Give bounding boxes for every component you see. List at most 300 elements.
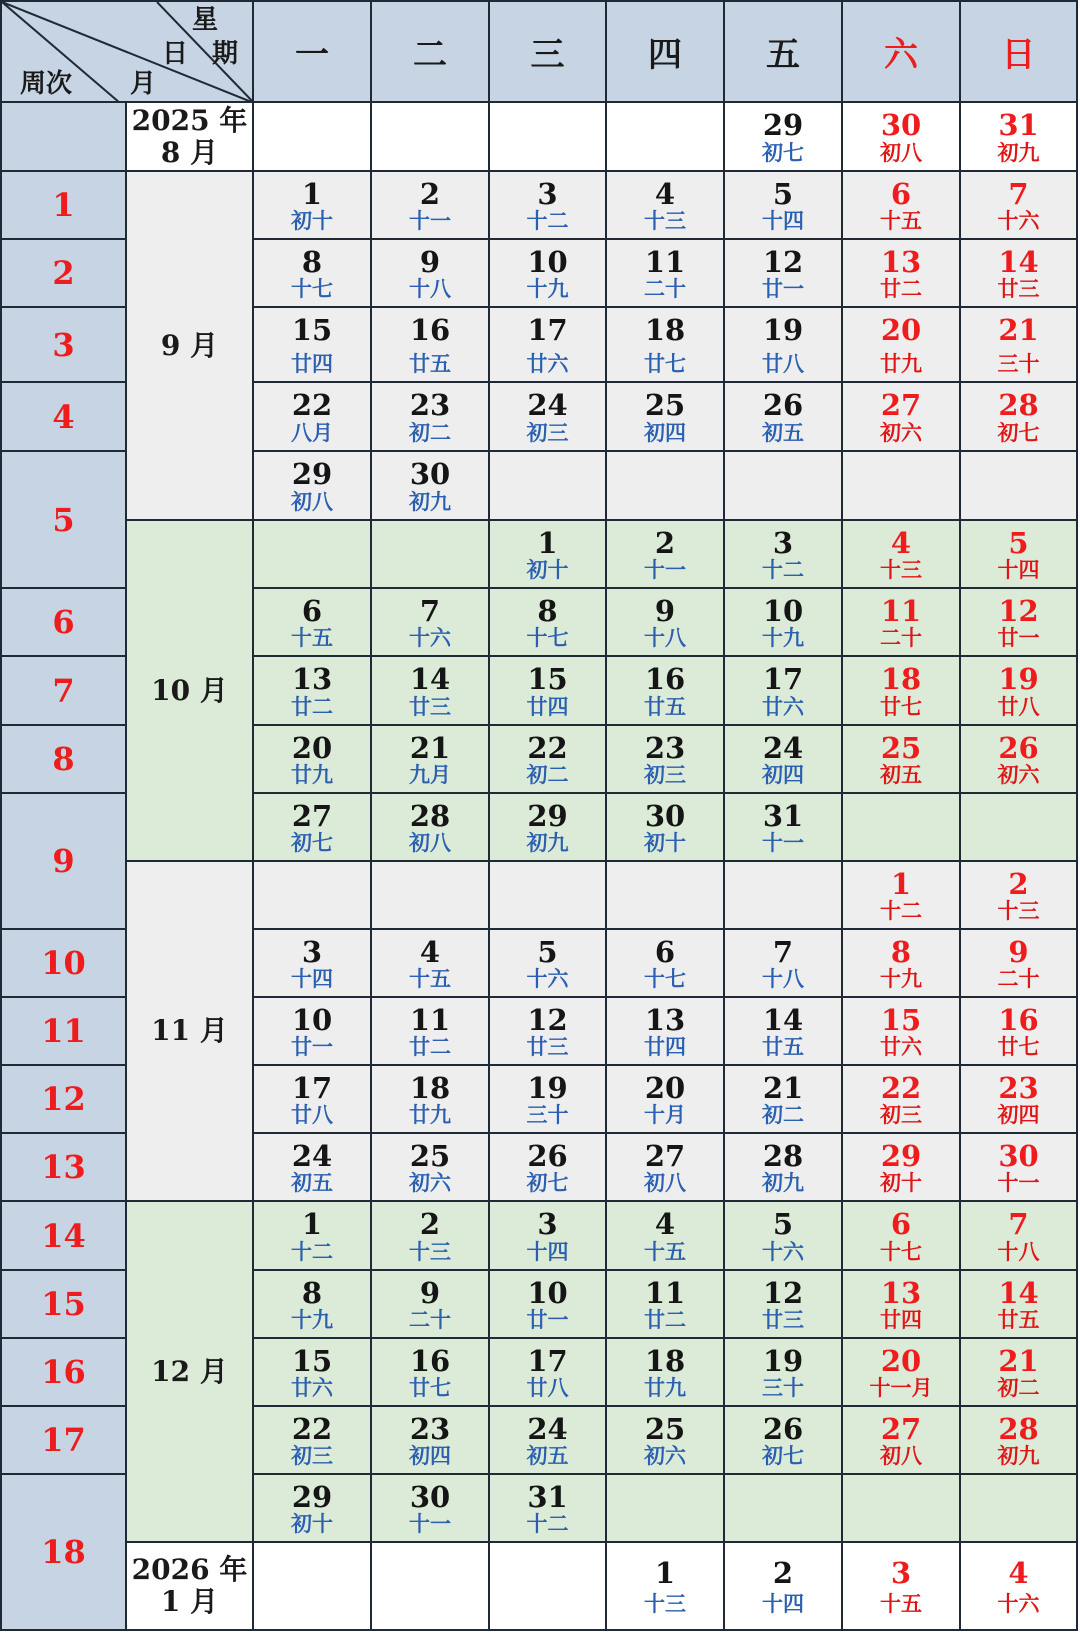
day-cell (490, 1202, 607, 1271)
lunar-date: 初四 (409, 1443, 451, 1468)
day-number: 15 (527, 662, 568, 696)
day-cell (607, 240, 725, 308)
day-cell (254, 1543, 372, 1631)
day-cell (607, 794, 725, 862)
day-cell (961, 726, 1078, 794)
day-number: 23 (998, 1071, 1039, 1105)
day-number: 16 (998, 1003, 1039, 1037)
lunar-date: 廿一 (997, 625, 1040, 650)
lunar-date: 廿五 (997, 1307, 1040, 1332)
day-cell (843, 726, 961, 794)
lunar-date: 廿五 (644, 694, 686, 719)
day-number: 16 (644, 662, 686, 696)
lunar-date: 廿三 (409, 694, 451, 719)
lunar-date: 十三 (409, 1239, 451, 1264)
day-number: 11 (880, 594, 922, 628)
month-label-year: 2025 年 (131, 103, 248, 137)
lunar-date: 廿九 (644, 1375, 686, 1400)
day-number: 13 (880, 245, 922, 279)
day-cell (725, 589, 843, 657)
day-cell (961, 383, 1078, 452)
day-cell (490, 1339, 607, 1407)
day-cell (490, 308, 607, 383)
day-cell (372, 1202, 490, 1271)
lunar-date: 廿六 (880, 1034, 922, 1059)
day-number: 19 (998, 662, 1039, 696)
day-number: 7 (1008, 177, 1029, 211)
day-number: 3 (537, 177, 558, 211)
lunar-date: 初七 (762, 140, 804, 165)
lunar-date: 十五 (880, 208, 922, 233)
lunar-date: 十八 (644, 625, 686, 650)
lunar-date: 初八 (291, 489, 333, 514)
week-number: 18 (0, 1475, 127, 1631)
day-cell (490, 1066, 607, 1134)
lunar-date: 初三 (526, 420, 569, 445)
lunar-date: 十一月 (869, 1375, 933, 1400)
week-number: 9 (0, 794, 127, 930)
day-cell (961, 862, 1078, 930)
day-cell (372, 657, 490, 726)
lunar-date: 二十 (644, 276, 686, 301)
month-label-dec: 12 月 (127, 1202, 254, 1543)
day-number: 29 (762, 108, 804, 142)
day-number: 23 (409, 388, 451, 422)
day-number: 26 (998, 731, 1039, 765)
lunar-date: 十一 (644, 557, 686, 582)
lunar-date: 十六 (409, 625, 451, 650)
month-label-oct: 10 月 (127, 521, 254, 862)
day-number: 29 (291, 457, 333, 491)
day-number: 27 (644, 1139, 686, 1173)
day-number: 17 (527, 1344, 568, 1378)
lunar-date: 十三 (644, 1591, 686, 1616)
lunar-date: 初十 (291, 208, 333, 233)
week-cell-blank (0, 103, 127, 172)
day-number: 18 (644, 1344, 686, 1378)
lunar-date: 廿二 (291, 694, 333, 719)
day-number: 31 (527, 1480, 568, 1514)
day-number: 25 (880, 731, 922, 765)
day-cell (490, 1543, 607, 1631)
lunar-date: 十四 (997, 557, 1040, 582)
day-number: 9 (1008, 935, 1029, 969)
day-cell (254, 589, 372, 657)
day-number: 3 (301, 935, 323, 969)
day-cell (961, 172, 1078, 240)
day-cell (372, 1475, 490, 1543)
lunar-date: 初五 (880, 762, 922, 787)
day-cell (843, 1543, 961, 1631)
day-number: 1 (301, 1207, 323, 1241)
day-cell (372, 1066, 490, 1134)
day-number: 19 (762, 313, 804, 347)
day-number: 5 (772, 177, 794, 211)
day-cell (607, 308, 725, 383)
day-cell (254, 726, 372, 794)
day-cell (372, 308, 490, 383)
day-cell (372, 1407, 490, 1475)
day-cell (607, 1543, 725, 1631)
lunar-date: 初九 (762, 1170, 804, 1195)
day-cell (843, 521, 961, 589)
day-number: 11 (644, 245, 686, 279)
day-cell (372, 726, 490, 794)
day-cell (607, 1202, 725, 1271)
day-number: 21 (762, 1071, 804, 1105)
day-cell (725, 1202, 843, 1271)
lunar-date: 廿八 (997, 694, 1040, 719)
day-cell (254, 521, 372, 589)
lunar-date: 十六 (997, 208, 1040, 233)
day-number: 13 (644, 1003, 686, 1037)
day-cell (372, 589, 490, 657)
day-number: 1 (301, 177, 323, 211)
day-number: 8 (301, 1276, 323, 1310)
day-cell (490, 103, 607, 172)
lunar-date: 初八 (644, 1170, 686, 1195)
day-cell (254, 930, 372, 998)
lunar-date: 初九 (409, 489, 451, 514)
day-cell (961, 1339, 1078, 1407)
day-cell (843, 1134, 961, 1202)
lunar-date: 初七 (997, 420, 1040, 445)
lunar-date: 廿五 (762, 1034, 804, 1059)
day-cell (843, 383, 961, 452)
lunar-date: 初二 (526, 762, 569, 787)
day-number: 3 (772, 526, 794, 560)
day-number: 22 (291, 388, 333, 422)
day-cell (607, 172, 725, 240)
day-number: 24 (291, 1139, 333, 1173)
month-label-month: 8 月 (160, 135, 219, 169)
lunar-date: 初九 (526, 830, 569, 855)
day-cell (725, 1066, 843, 1134)
day-cell (490, 1271, 607, 1339)
week-number: 8 (0, 726, 127, 794)
lunar-date: 十五 (880, 1591, 922, 1616)
day-number: 4 (654, 1207, 676, 1241)
day-number: 28 (409, 799, 451, 833)
day-cell (725, 521, 843, 589)
day-number: 8 (301, 245, 323, 279)
day-number: 9 (654, 594, 676, 628)
lunar-date: 廿四 (644, 1034, 686, 1059)
day-cell (725, 1543, 843, 1631)
lunar-date: 初二 (997, 1375, 1040, 1400)
lunar-date: 十二 (526, 208, 569, 233)
day-number: 18 (880, 662, 922, 696)
day-cell (607, 726, 725, 794)
lunar-date: 廿三 (762, 1307, 804, 1332)
week-number: 4 (0, 383, 127, 452)
lunar-date: 廿七 (880, 694, 922, 719)
day-number: 10 (527, 245, 568, 279)
day-cell (254, 383, 372, 452)
day-number: 2 (419, 1207, 441, 1241)
day-cell (725, 1475, 843, 1543)
day-cell (490, 862, 607, 930)
day-number: 22 (880, 1071, 922, 1105)
day-number: 23 (409, 1412, 451, 1446)
day-number: 3 (537, 1207, 558, 1241)
day-number: 16 (409, 1344, 451, 1378)
week-number: 2 (0, 240, 127, 308)
day-number: 21 (409, 731, 451, 765)
lunar-date: 十九 (291, 1307, 333, 1332)
day-cell (961, 452, 1078, 521)
day-number: 27 (291, 799, 333, 833)
day-number: 4 (1008, 1556, 1029, 1590)
lunar-date: 廿八 (762, 351, 804, 376)
lunar-date: 廿三 (526, 1034, 569, 1059)
day-cell (843, 452, 961, 521)
day-cell (843, 1066, 961, 1134)
week-number: 14 (0, 1202, 127, 1271)
day-cell (490, 452, 607, 521)
day-number: 2 (654, 526, 676, 560)
day-cell (843, 172, 961, 240)
day-number: 24 (762, 731, 804, 765)
lunar-date: 廿六 (526, 351, 569, 376)
day-number: 5 (772, 1207, 794, 1241)
day-cell (490, 794, 607, 862)
day-cell (372, 452, 490, 521)
day-cell (843, 1407, 961, 1475)
lunar-date: 廿二 (880, 276, 922, 301)
day-cell (254, 794, 372, 862)
week-number: 13 (0, 1134, 127, 1202)
day-number: 30 (409, 457, 451, 491)
day-cell (607, 521, 725, 589)
lunar-date: 初八 (880, 1443, 922, 1468)
day-cell (490, 383, 607, 452)
lunar-date: 初五 (526, 1443, 569, 1468)
month-label-sep: 9 月 (127, 172, 254, 521)
lunar-date: 二十 (880, 625, 922, 650)
day-cell (725, 1271, 843, 1339)
lunar-date: 十三 (997, 898, 1040, 923)
lunar-date: 廿一 (526, 1307, 569, 1332)
week-number: 7 (0, 657, 127, 726)
day-number: 10 (762, 594, 804, 628)
day-cell (372, 862, 490, 930)
lunar-date: 十九 (526, 276, 569, 301)
lunar-date: 初六 (644, 1443, 686, 1468)
day-cell (254, 1066, 372, 1134)
lunar-date: 十月 (644, 1102, 686, 1127)
weekday-header-3: 三 (490, 0, 607, 103)
day-cell (254, 1339, 372, 1407)
day-cell (372, 1271, 490, 1339)
week-number: 12 (0, 1066, 127, 1134)
lunar-date: 十四 (762, 208, 804, 233)
day-cell (607, 589, 725, 657)
lunar-date: 廿七 (997, 1034, 1040, 1059)
day-number: 1 (537, 526, 558, 560)
day-number: 18 (409, 1071, 451, 1105)
lunar-date: 十八 (762, 966, 804, 991)
lunar-date: 十一 (997, 1170, 1040, 1195)
lunar-date: 十五 (644, 1239, 686, 1264)
lunar-date: 三十 (526, 1102, 569, 1127)
day-number: 8 (537, 594, 558, 628)
lunar-date: 十六 (762, 1239, 804, 1264)
lunar-date: 十一 (409, 208, 451, 233)
lunar-date: 十四 (762, 1591, 804, 1616)
day-cell (607, 1407, 725, 1475)
day-cell (607, 862, 725, 930)
day-number: 19 (762, 1344, 804, 1378)
lunar-date: 十五 (291, 625, 333, 650)
day-number: 12 (762, 1276, 804, 1310)
lunar-date: 十四 (526, 1239, 569, 1264)
day-cell (607, 657, 725, 726)
day-cell (254, 1202, 372, 1271)
day-number: 2 (772, 1556, 794, 1590)
day-cell (843, 308, 961, 383)
weekday-header-6: 六 (843, 0, 961, 103)
day-number: 11 (644, 1276, 686, 1310)
day-number: 30 (409, 1480, 451, 1514)
day-cell (372, 998, 490, 1066)
day-number: 11 (409, 1003, 451, 1037)
day-number: 6 (301, 594, 323, 628)
day-cell (843, 1475, 961, 1543)
lunar-date: 十一 (762, 830, 804, 855)
lunar-date: 十二 (526, 1511, 569, 1536)
day-number: 19 (527, 1071, 568, 1105)
lunar-date: 八月 (291, 420, 333, 445)
day-number: 21 (998, 1344, 1039, 1378)
lunar-date: 廿二 (644, 1307, 686, 1332)
day-number: 14 (409, 662, 451, 696)
day-cell (372, 1339, 490, 1407)
day-cell (607, 1339, 725, 1407)
day-cell (725, 103, 843, 172)
day-cell (725, 1339, 843, 1407)
day-cell (607, 1271, 725, 1339)
day-number: 2 (1008, 867, 1029, 901)
day-cell (254, 1475, 372, 1543)
day-cell (254, 452, 372, 521)
lunar-date: 廿九 (409, 1102, 451, 1127)
day-cell (372, 103, 490, 172)
lunar-date: 十二 (762, 557, 804, 582)
lunar-date: 初五 (291, 1170, 333, 1195)
day-cell (254, 1407, 372, 1475)
day-cell (254, 657, 372, 726)
day-number: 28 (998, 388, 1039, 422)
day-number: 25 (644, 388, 686, 422)
day-cell (961, 1475, 1078, 1543)
lunar-date: 十七 (644, 966, 686, 991)
day-cell (961, 521, 1078, 589)
day-number: 7 (1008, 1207, 1029, 1241)
lunar-date: 三十 (997, 351, 1040, 376)
lunar-date: 二十 (997, 966, 1040, 991)
lunar-date: 廿四 (880, 1307, 922, 1332)
lunar-date: 十二 (291, 1239, 333, 1264)
lunar-date: 廿二 (409, 1034, 451, 1059)
day-cell (372, 383, 490, 452)
day-cell (725, 726, 843, 794)
day-number: 6 (890, 1207, 912, 1241)
day-number: 17 (291, 1071, 333, 1105)
lunar-date: 廿四 (291, 351, 333, 376)
day-cell (843, 930, 961, 998)
corner-label-yue: 月 (130, 69, 157, 99)
day-cell (372, 930, 490, 998)
corner-label-ri: 日 (162, 39, 189, 69)
day-number: 12 (998, 594, 1039, 628)
day-cell (490, 521, 607, 589)
day-cell (490, 1475, 607, 1543)
day-cell (961, 103, 1078, 172)
lunar-date: 初四 (762, 762, 804, 787)
lunar-date: 廿五 (409, 351, 451, 376)
day-cell (607, 452, 725, 521)
day-cell (725, 794, 843, 862)
day-cell (961, 1407, 1078, 1475)
month-label-jan (127, 1543, 254, 1631)
lunar-date: 十一 (409, 1511, 451, 1536)
day-cell (372, 1543, 490, 1631)
day-number: 20 (880, 1344, 922, 1378)
day-number: 7 (772, 935, 794, 969)
month-label-nov: 11 月 (127, 862, 254, 1202)
weekday-header-1: 一 (254, 0, 372, 103)
day-number: 17 (527, 313, 568, 347)
corner-label-xing: 星 (192, 5, 219, 35)
lunar-date: 初二 (762, 1102, 804, 1127)
lunar-date: 十三 (644, 208, 686, 233)
lunar-date: 三十 (762, 1375, 804, 1400)
lunar-date: 廿一 (762, 276, 804, 301)
day-number: 14 (762, 1003, 804, 1037)
day-cell (490, 172, 607, 240)
day-number: 4 (654, 177, 676, 211)
day-cell (372, 794, 490, 862)
day-cell (961, 794, 1078, 862)
lunar-date: 初六 (997, 762, 1040, 787)
day-number: 23 (644, 731, 686, 765)
lunar-date: 初八 (409, 830, 451, 855)
corner-label-zhouci: 周次 (20, 69, 73, 99)
day-number: 27 (880, 1412, 922, 1446)
day-number: 5 (537, 935, 558, 969)
day-number: 20 (644, 1071, 686, 1105)
day-cell (490, 1407, 607, 1475)
day-number: 13 (291, 662, 333, 696)
day-number: 24 (527, 388, 568, 422)
day-number: 6 (890, 177, 912, 211)
day-number: 29 (880, 1139, 922, 1173)
day-number: 20 (291, 731, 333, 765)
lunar-date: 初十 (291, 1511, 333, 1536)
lunar-date: 十七 (291, 276, 333, 301)
lunar-date: 初三 (880, 1102, 922, 1127)
day-number: 31 (762, 799, 804, 833)
day-number: 18 (644, 313, 686, 347)
week-number: 6 (0, 589, 127, 657)
day-number: 20 (880, 313, 922, 347)
week-number: 16 (0, 1339, 127, 1407)
day-cell (961, 240, 1078, 308)
lunar-date: 初七 (291, 830, 333, 855)
day-cell (254, 172, 372, 240)
lunar-date: 十九 (880, 966, 922, 991)
